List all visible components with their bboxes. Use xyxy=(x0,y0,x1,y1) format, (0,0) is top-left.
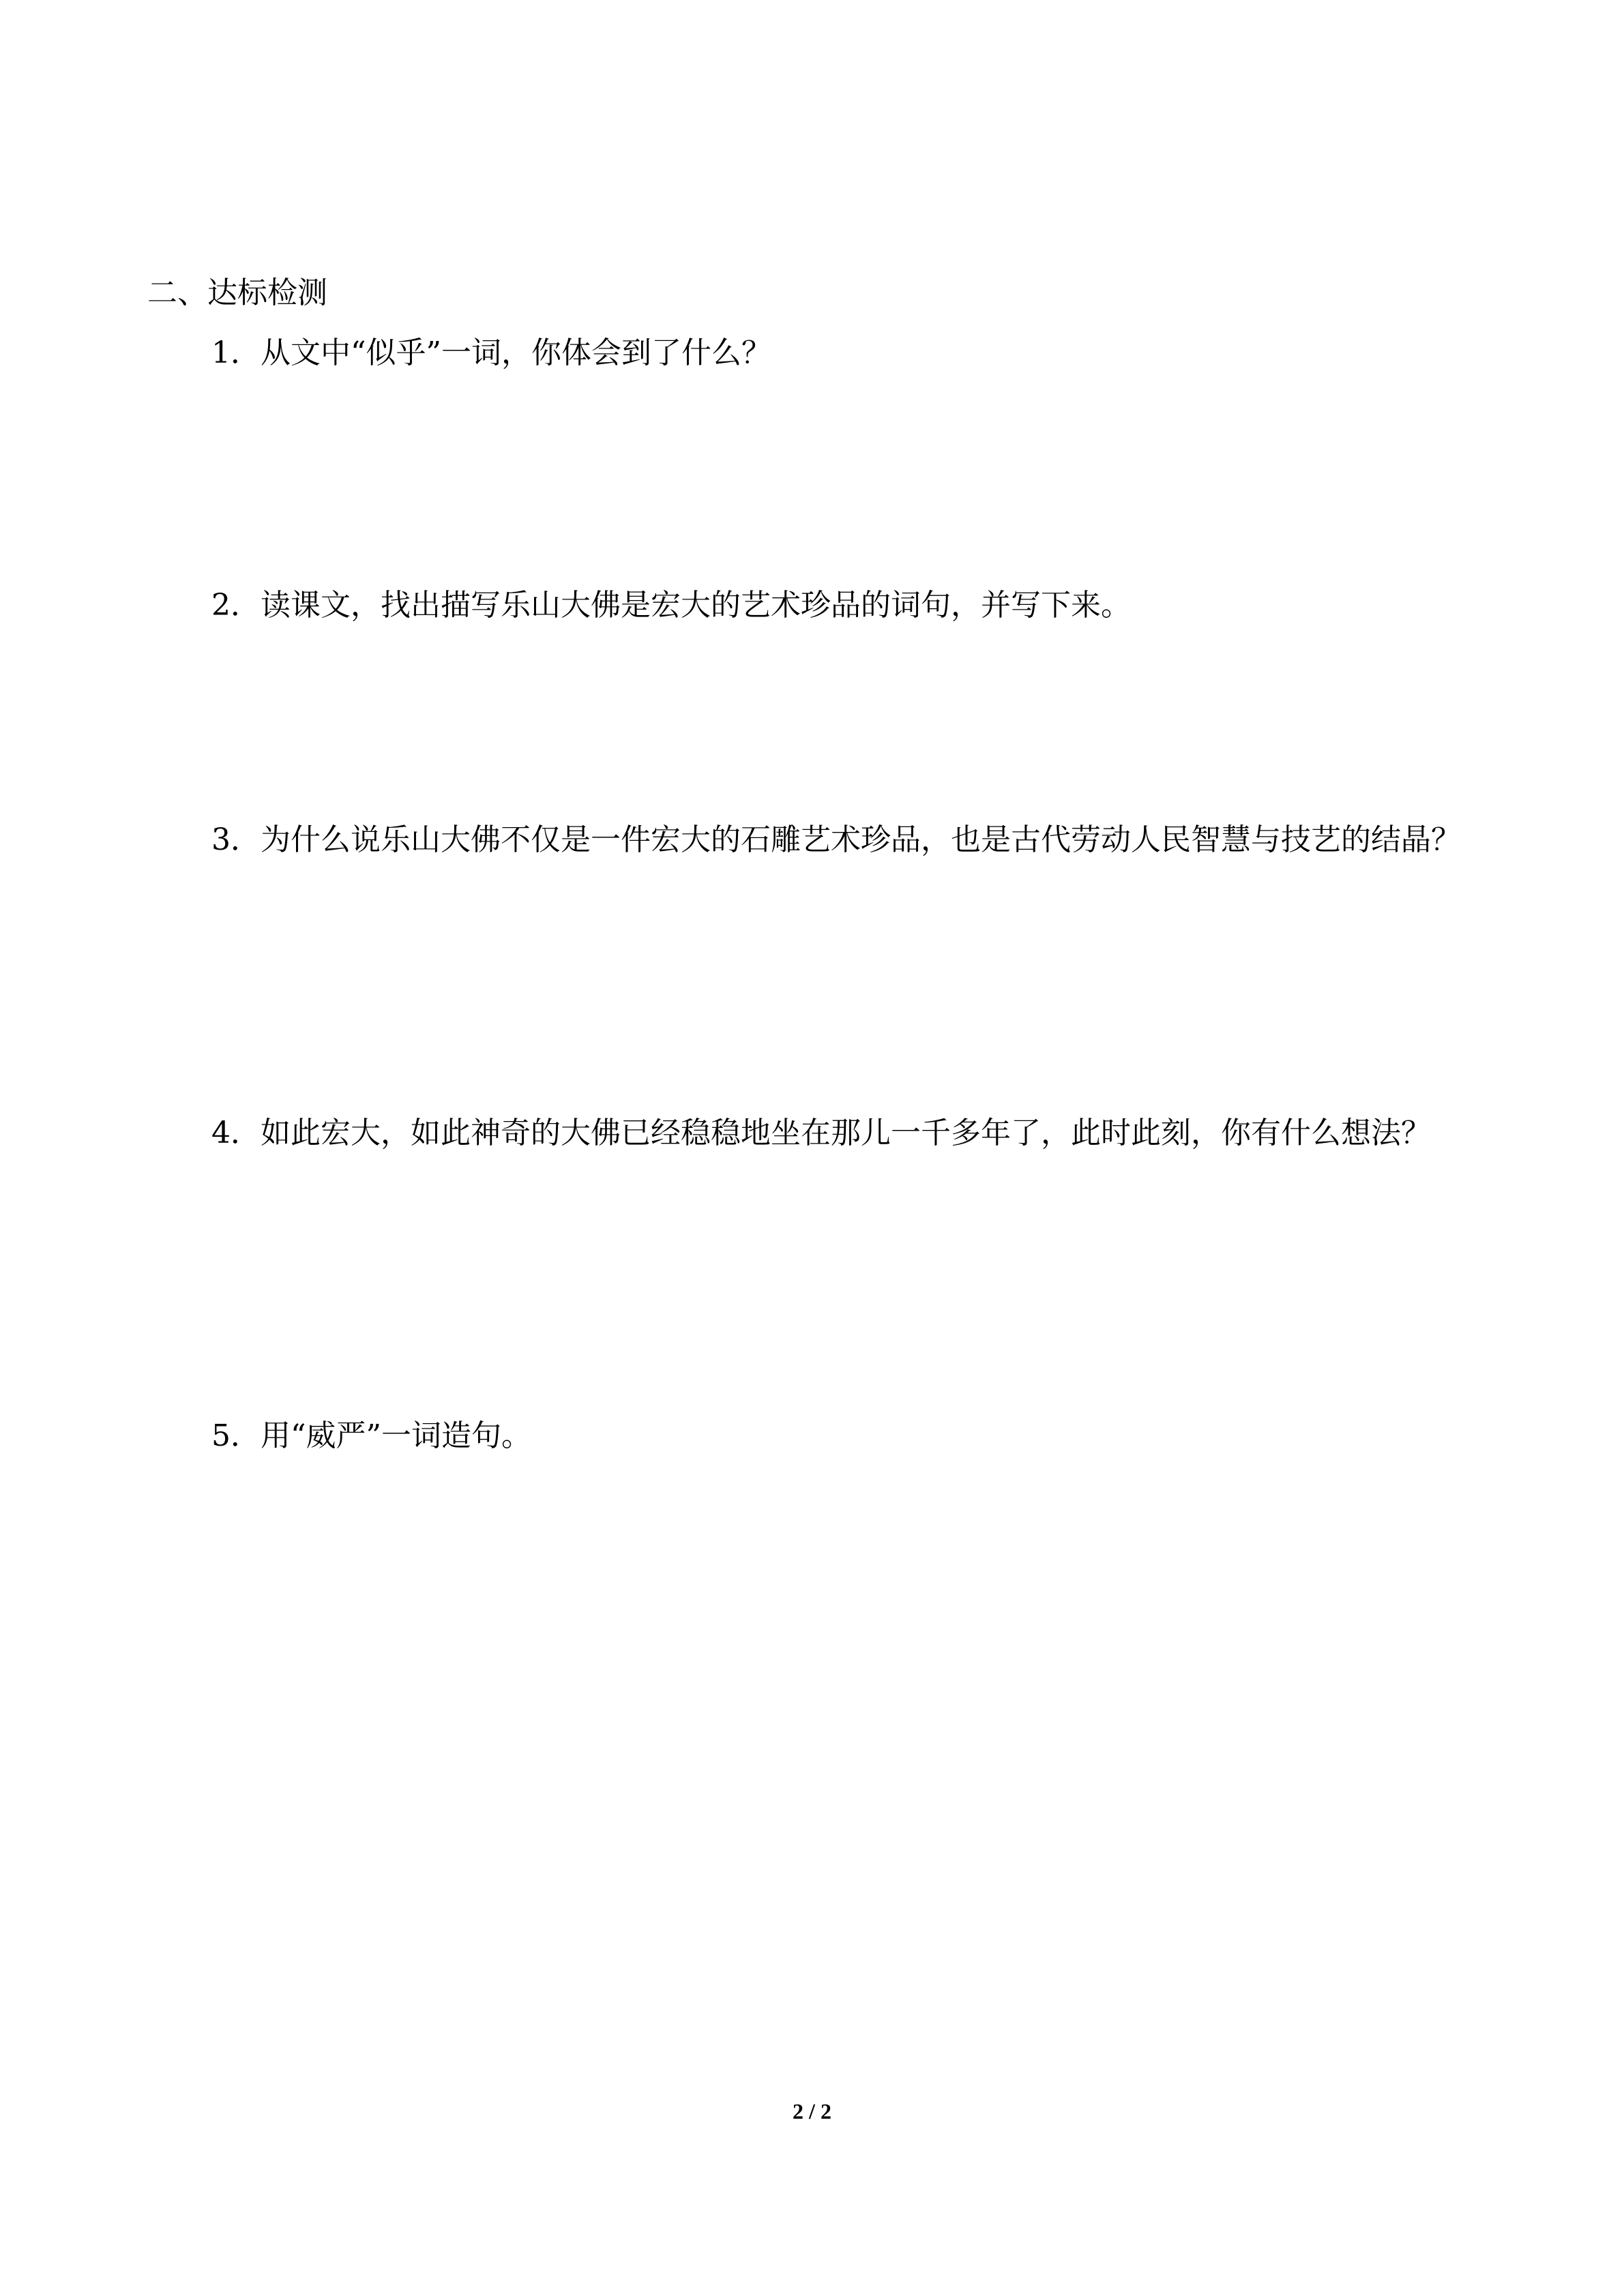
question-3: 3．为什么说乐山大佛不仅是一件宏大的石雕艺术珍品，也是古代劳动人民智慧与技艺的结晶？ xyxy=(211,822,1461,857)
question-2: 2．读课文，找出描写乐山大佛是宏大的艺术珍品的词句，并写下来。 xyxy=(211,588,1131,623)
question-1: 1．从文中“似乎”一词，你体会到了什么？ xyxy=(211,336,771,370)
question-5: 5．用“威严”一词造句。 xyxy=(211,1418,531,1453)
page-number: 2 / 2 xyxy=(793,2099,831,2123)
question-4: 4．如此宏大，如此神奇的大佛已经稳稳地坐在那儿一千多年了，此时此刻，你有什么想法？ xyxy=(211,1116,1431,1150)
section-heading: 二、达标检测 xyxy=(147,275,327,310)
